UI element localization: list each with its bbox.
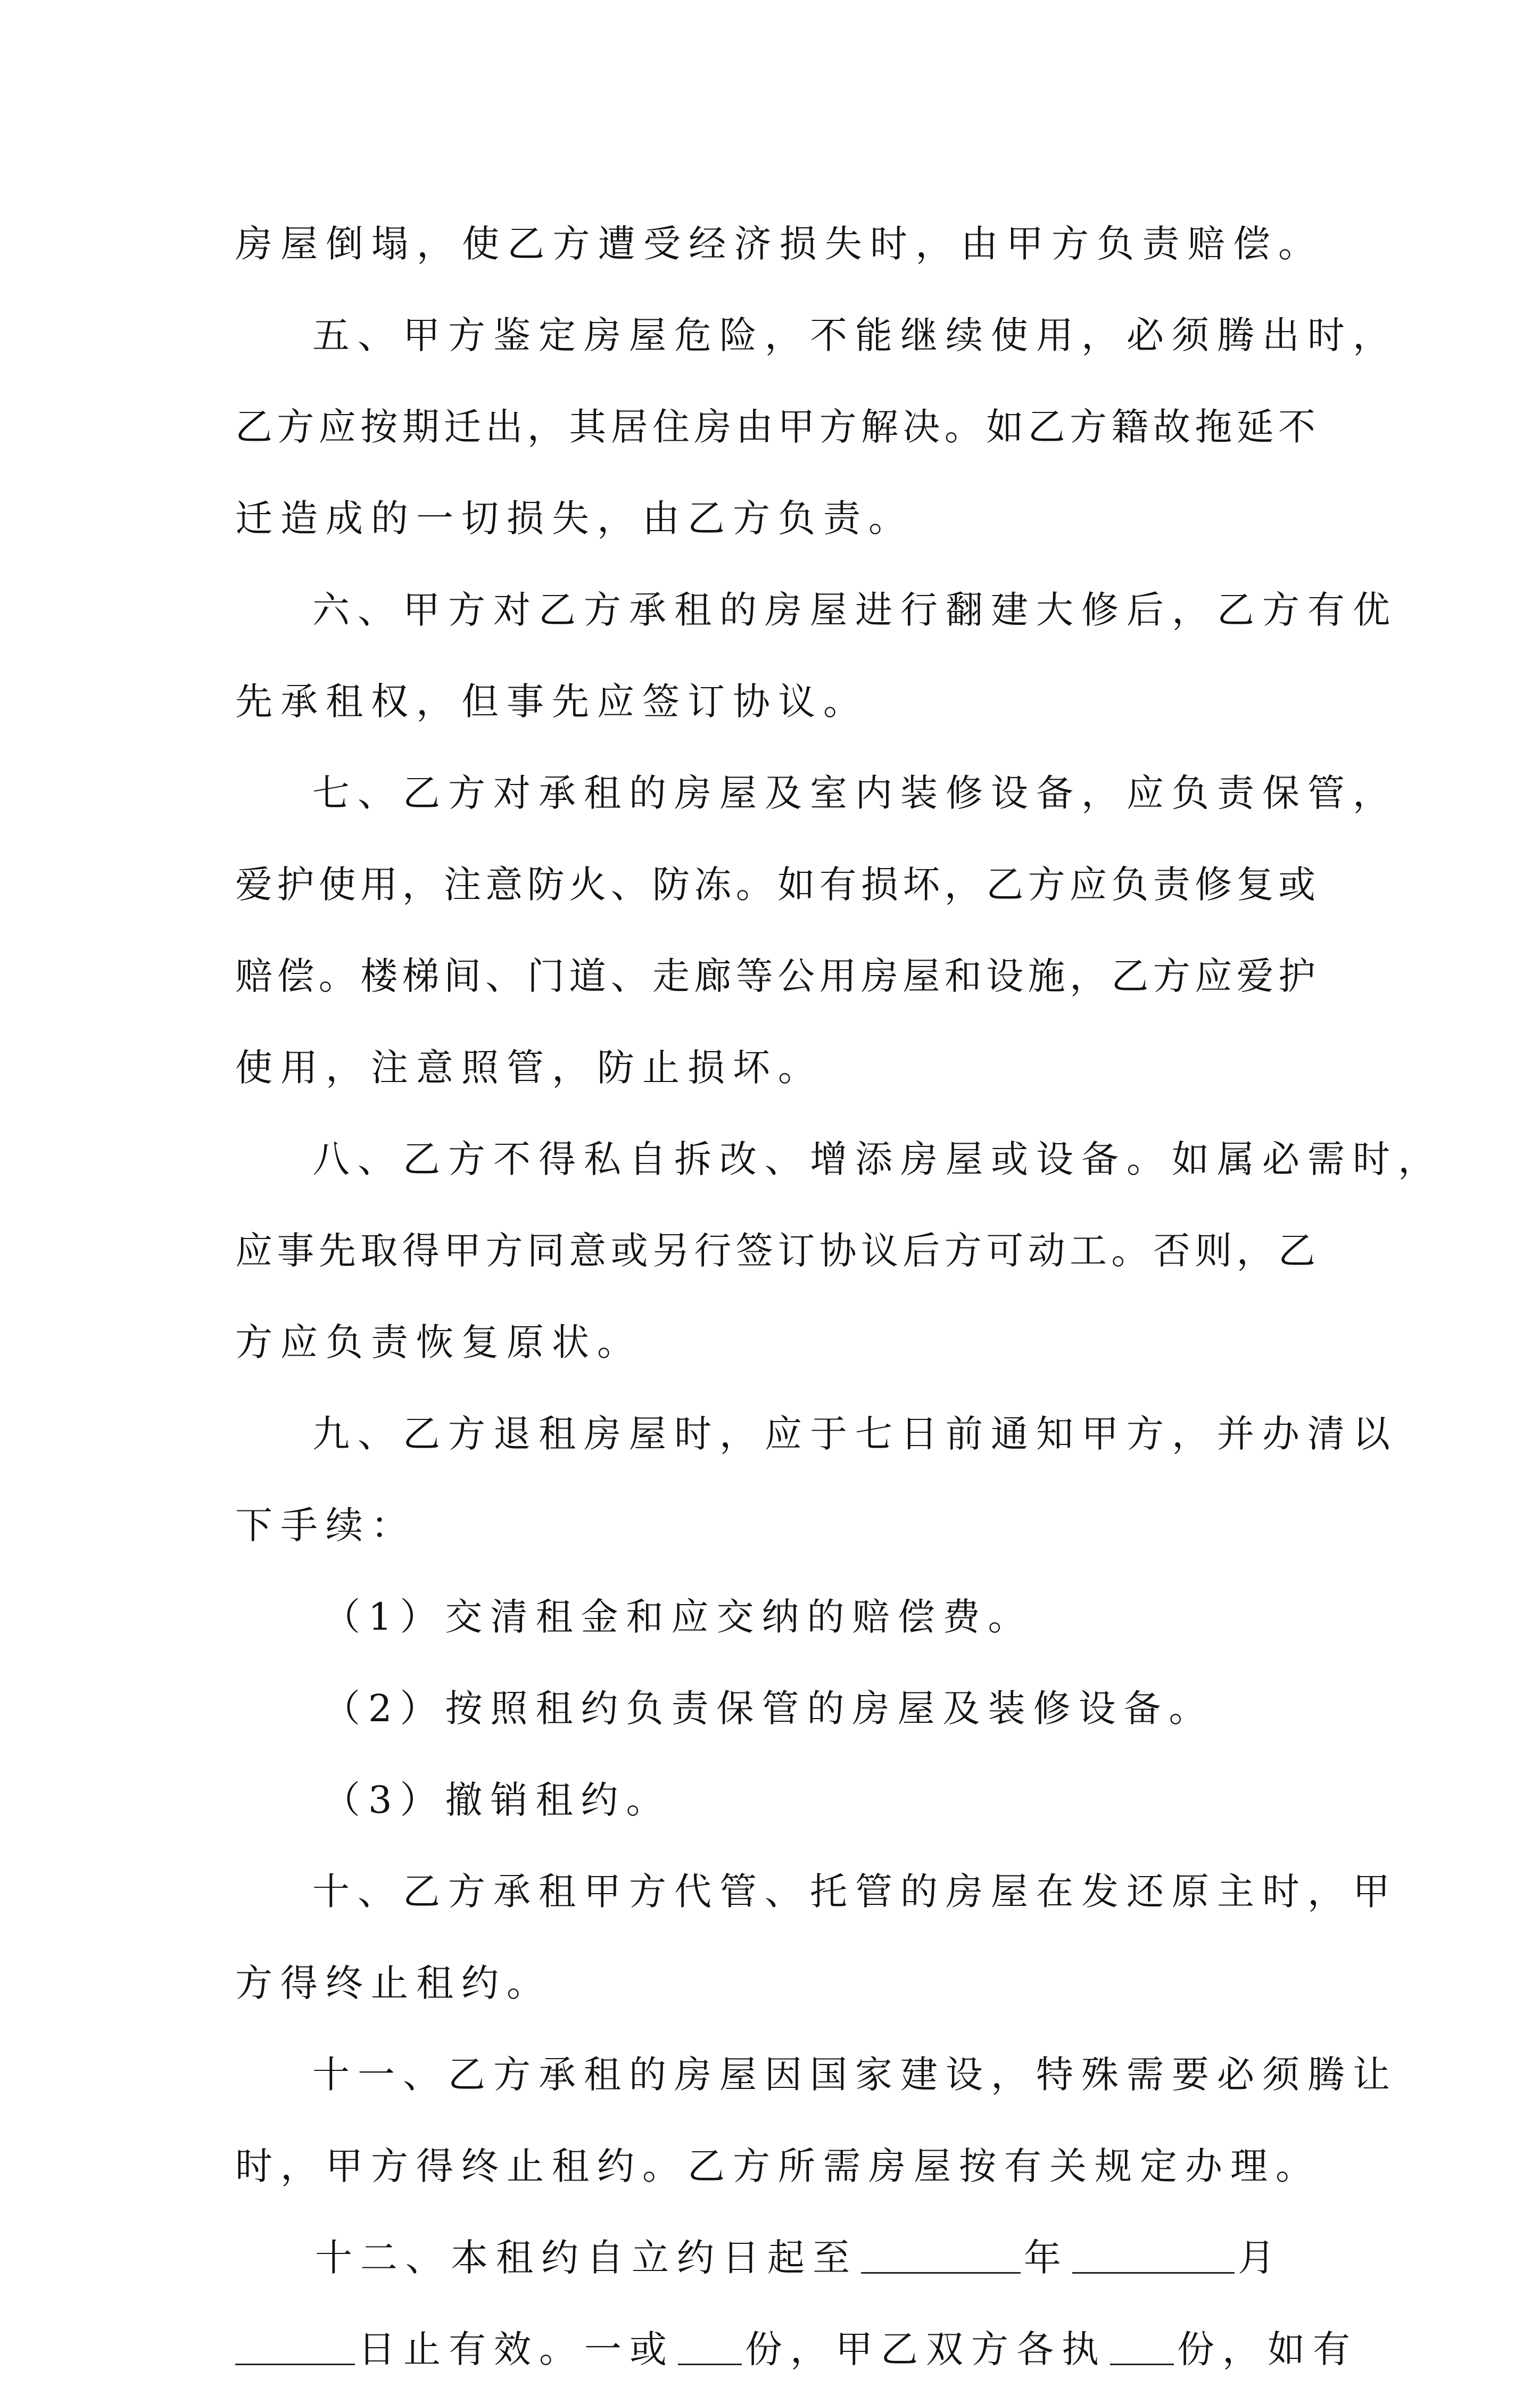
paragraph-line: 下手续： [235,1504,416,1547]
month-blank [1072,2235,1235,2274]
month-label: 月 [1238,2236,1283,2280]
term-line [235,2212,1315,2303]
paragraph-line: 赔偿。楼梯间、门道、走廊等公用房屋和设施，乙方应爱护 [235,954,1315,998]
paragraph-line: 先承租权，但事先应签订协议。 [235,680,868,723]
paragraph-line: 方应负责恢复原状。 [235,1320,642,1364]
paragraph-line: 房屋倒塌，使乙方遭受经济损失时，由甲方负责赔偿。 [235,222,1315,266]
contract-body [235,198,1443,2395]
paragraph-line: 爱护使用，注意防火、防冻。如有损坏，乙方应负责修复或 [235,863,1315,906]
paragraph-line: 乙方应按期迁出，其居住房由甲方解决。如乙方籍故拖延不 [235,405,1315,449]
paragraph-line: 时，甲方得终止租约。乙方所需房屋按有关规定办理。 [235,2144,1321,2188]
paragraph-line: 使用，注意照管，防止损坏。 [235,1046,823,1089]
list-item: （3）撤销租约。 [323,1778,672,1822]
each-copies-blank [1110,2326,1174,2365]
paragraph-line: 方得终止租约。 [235,1961,552,2005]
paragraph-line: 七、乙方对承租的房屋及室内装修设备，应负责保管， [312,771,1398,815]
validity-line [235,2303,1358,2395]
paragraph-line: 六、甲方对乙方承租的房屋进行翻建大修后，乙方有优 [312,588,1398,632]
list-item: （2）按照租约负责保管的房屋及装修设备。 [323,1687,1214,1730]
term-prefix: 十二、本租约自立约日起至 [315,2236,858,2280]
list-item: （1）交清租金和应交纳的赔偿费。 [323,1595,1033,1639]
paragraph-line: 十、乙方承租甲方代管、托管的房屋在发还原主时，甲 [312,1870,1398,1913]
tail-label: 份，如有 [1177,2327,1358,2371]
paragraph-line: 应事先取得甲方同意或另行签订协议后方可动工。否则，乙 [235,1229,1315,1273]
day-blank [235,2326,355,2365]
year-blank [861,2235,1021,2274]
paragraph-line: 八、乙方不得私自拆改、增添房屋或设备。如属必需时， [312,1137,1443,1181]
copies-label: 份，甲乙双方各执 [745,2327,1107,2371]
paragraph-line: 九、乙方退租房屋时，应于七日前通知甲方，并办清以 [312,1412,1398,1456]
total-copies-blank [678,2326,742,2365]
paragraph-line: 十一、乙方承租的房屋因国家建设，特殊需要必须腾让 [312,2053,1398,2096]
day-label: 日止有效。一或 [358,2327,675,2371]
paragraph-line: 迁造成的一切损失，由乙方负责。 [235,497,914,540]
year-label: 年 [1024,2236,1069,2280]
paragraph-line: 五、甲方鉴定房屋危险，不能继续使用，必须腾出时， [312,313,1398,357]
